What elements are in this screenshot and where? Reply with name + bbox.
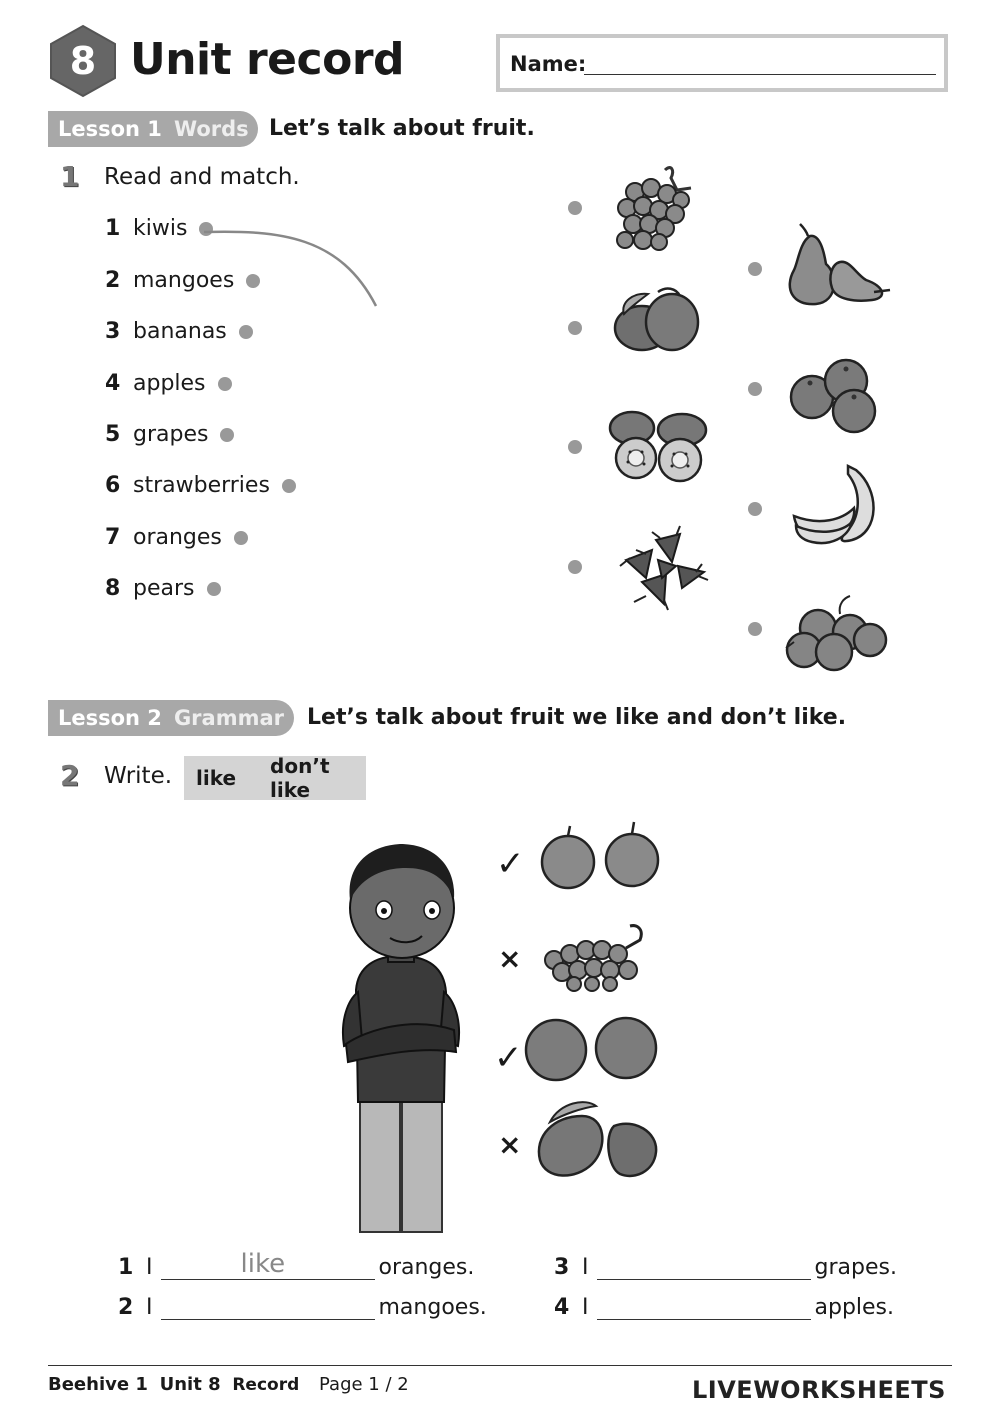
match-dot[interactable] — [239, 325, 253, 339]
picture-dot[interactable] — [748, 622, 762, 636]
lesson2-badge — [48, 700, 294, 736]
grapes-icon — [605, 160, 705, 255]
footer-book: Beehive 1 — [48, 1374, 148, 1395]
mangoes-icon — [530, 1096, 660, 1182]
match-dot[interactable] — [282, 479, 296, 493]
name-input-line[interactable] — [584, 74, 936, 75]
footer — [48, 1374, 409, 1395]
list-item: 1 kiwis — [105, 216, 213, 241]
picture-dot[interactable] — [568, 321, 582, 335]
exercise2-number: 2 — [60, 759, 80, 792]
lesson2-title: Let’s talk about fruit we like and don’t like. — [307, 705, 847, 730]
lesson1-badge-sub: Words — [173, 117, 249, 141]
answer-blank[interactable] — [597, 1293, 811, 1320]
liveworksheets-logo: LIVEWORKSHEETS — [692, 1376, 946, 1404]
mangoes-icon — [610, 284, 705, 359]
picture-dot[interactable] — [748, 262, 762, 276]
sentence: 3 I grapes. — [554, 1255, 897, 1280]
footer-record: Record — [232, 1375, 300, 1395]
example-match-line — [200, 222, 390, 312]
list-item: 2 mangoes — [105, 268, 260, 293]
lesson1-badge — [48, 111, 258, 147]
pears-icon — [780, 222, 895, 308]
list-item: 7 oranges — [105, 525, 248, 550]
check-mark: ✓ — [494, 1038, 523, 1078]
answer-blank[interactable] — [161, 1293, 375, 1320]
sentence: 4 I apples. — [554, 1295, 895, 1320]
match-dot[interactable] — [220, 428, 234, 442]
picture-dot[interactable] — [748, 382, 762, 396]
lesson1-title: Let’s talk about fruit. — [269, 116, 535, 141]
bananas-icon — [790, 460, 885, 545]
word-bank — [184, 756, 366, 800]
strawberries-icon — [606, 516, 716, 616]
match-dot[interactable] — [218, 377, 232, 391]
unit-number: 8 — [69, 39, 97, 83]
boy-illustration — [336, 840, 466, 1235]
exercise2-instruction: Write. — [104, 763, 173, 789]
sentence: 1 I like oranges. — [118, 1249, 475, 1280]
lesson2-badge-sub: Grammar — [173, 706, 284, 730]
cross-mark: × — [498, 1128, 522, 1161]
list-item: 8 pears — [105, 576, 221, 601]
word-bank-item: like — [196, 766, 237, 790]
apples-icon — [536, 818, 666, 890]
oranges-icon — [788, 355, 880, 435]
page-title: Unit record — [130, 34, 405, 85]
check-mark: ✓ — [496, 844, 525, 884]
cross-mark: × — [498, 942, 522, 975]
oranges-icon — [524, 1016, 660, 1084]
exercise1-number: 1 — [60, 160, 80, 193]
list-item: 3 bananas — [105, 319, 253, 344]
picture-dot[interactable] — [748, 502, 762, 516]
list-item: 6 strawberries — [105, 473, 296, 498]
lesson1-badge-label: Lesson 1 — [58, 117, 162, 141]
footer-divider — [48, 1365, 952, 1366]
name-label: Name: — [510, 52, 587, 76]
match-dot[interactable] — [234, 531, 248, 545]
answer-text: like — [240, 1249, 286, 1279]
list-item: 5 grapes — [105, 422, 234, 447]
lesson2-badge-label: Lesson 2 — [58, 706, 162, 730]
footer-page: Page 1 / 2 — [319, 1374, 409, 1395]
list-item: 4 apples — [105, 371, 232, 396]
word-bank-item: don’t like — [270, 754, 330, 802]
kiwis-icon — [606, 408, 710, 484]
picture-dot[interactable] — [568, 560, 582, 574]
apples-icon — [778, 592, 893, 672]
answer-blank[interactable] — [161, 1249, 375, 1280]
sentence: 2 I mangoes. — [118, 1295, 487, 1320]
picture-dot[interactable] — [568, 440, 582, 454]
unit-number-badge — [48, 24, 118, 98]
match-dot[interactable] — [207, 582, 221, 596]
answer-blank[interactable] — [597, 1253, 811, 1280]
picture-dot[interactable] — [568, 201, 582, 215]
footer-unit: Unit 8 — [159, 1374, 221, 1395]
grapes-icon — [534, 920, 656, 992]
exercise1-instruction: Read and match. — [104, 164, 300, 190]
